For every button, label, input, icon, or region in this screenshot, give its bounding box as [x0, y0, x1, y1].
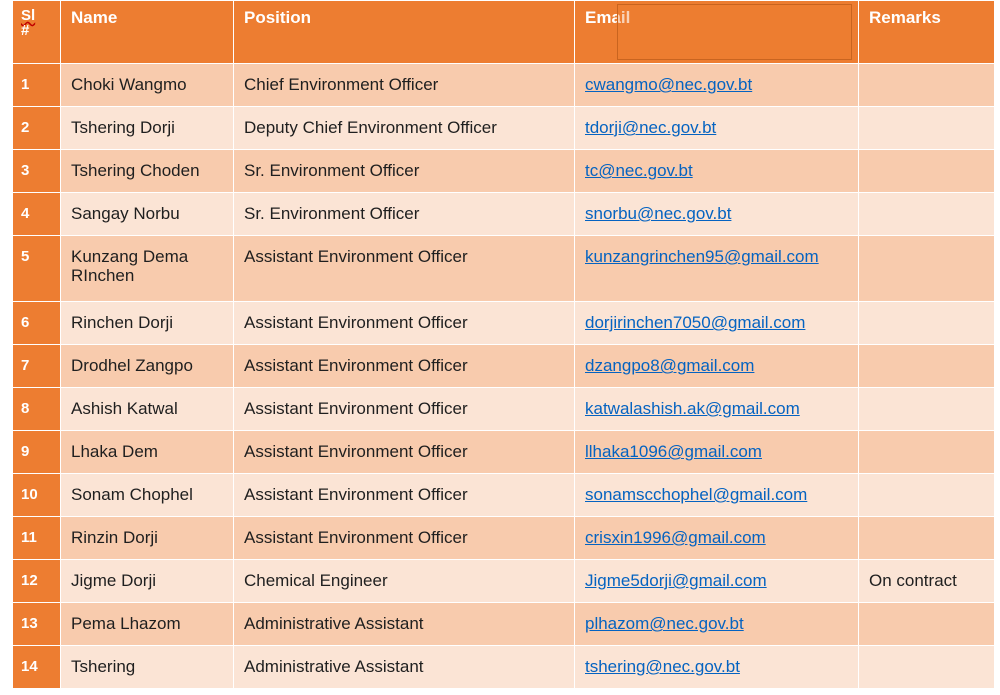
header-sl-text: Sl — [21, 7, 36, 24]
row-name: Pema Lhazom — [61, 603, 234, 646]
row-email-cell — [575, 646, 859, 689]
row-remarks: On contract — [859, 560, 995, 603]
row-position: Assistant Environment Officer — [234, 302, 575, 345]
row-sl: 13 — [13, 603, 61, 646]
row-sl: 14 — [13, 646, 61, 689]
row-remarks — [859, 345, 995, 388]
email-link[interactable]: llhaka1096@gmail.com — [585, 442, 762, 461]
email-link[interactable]: katwalashish.ak@gmail.com — [585, 399, 800, 418]
row-position: Assistant Environment Officer — [234, 517, 575, 560]
row-remarks — [859, 646, 995, 689]
header-sl — [13, 1, 61, 64]
table-row — [13, 388, 995, 431]
row-sl: 9 — [13, 431, 61, 474]
email-link[interactable]: sonamscchophel@gmail.com — [585, 485, 808, 504]
row-position: Sr. Environment Officer — [234, 193, 575, 236]
row-name: Ashish Katwal — [61, 388, 234, 431]
row-name: Sonam Chophel — [61, 474, 234, 517]
row-position: Assistant Environment Officer — [234, 345, 575, 388]
row-sl: 7 — [13, 345, 61, 388]
row-email-cell — [575, 603, 859, 646]
row-position: Assistant Environment Officer — [234, 236, 575, 302]
header-email: Email — [575, 1, 859, 64]
row-name: Sangay Norbu — [61, 193, 234, 236]
row-sl: 6 — [13, 302, 61, 345]
row-name: Lhaka Dem — [61, 431, 234, 474]
row-sl: 4 — [13, 193, 61, 236]
table-row — [13, 603, 995, 646]
row-remarks — [859, 517, 995, 560]
row-remarks — [859, 236, 995, 302]
row-sl: 3 — [13, 150, 61, 193]
row-position: Chief Environment Officer — [234, 64, 575, 107]
row-sl: 8 — [13, 388, 61, 431]
table-row — [13, 150, 995, 193]
row-name: Jigme Dorji — [61, 560, 234, 603]
row-email-cell — [575, 64, 859, 107]
row-sl: 12 — [13, 560, 61, 603]
table-row — [13, 517, 995, 560]
row-email-cell — [575, 560, 859, 603]
row-remarks — [859, 474, 995, 517]
row-email-cell — [575, 431, 859, 474]
row-position: Sr. Environment Officer — [234, 150, 575, 193]
row-email-cell — [575, 150, 859, 193]
table-row — [13, 236, 995, 302]
row-position: Assistant Environment Officer — [234, 474, 575, 517]
row-remarks — [859, 193, 995, 236]
table-row — [13, 302, 995, 345]
staff-table-container — [12, 0, 994, 689]
row-position: Deputy Chief Environment Officer — [234, 107, 575, 150]
table-row — [13, 193, 995, 236]
row-sl: 10 — [13, 474, 61, 517]
email-link[interactable]: crisxin1996@gmail.com — [585, 528, 766, 547]
row-position: Administrative Assistant — [234, 646, 575, 689]
table-row — [13, 64, 995, 107]
table-row — [13, 646, 995, 689]
row-email-cell — [575, 107, 859, 150]
table-body — [13, 64, 995, 689]
row-name: Kunzang Dema RInchen — [61, 236, 234, 302]
row-remarks — [859, 302, 995, 345]
email-link[interactable]: tc@nec.gov.bt — [585, 161, 693, 180]
row-sl: 1 — [13, 64, 61, 107]
row-position: Administrative Assistant — [234, 603, 575, 646]
email-link[interactable]: plhazom@nec.gov.bt — [585, 614, 744, 633]
header-position: Position — [234, 1, 575, 64]
row-position: Chemical Engineer — [234, 560, 575, 603]
table-row — [13, 107, 995, 150]
row-email-cell — [575, 388, 859, 431]
row-name: Tshering Choden — [61, 150, 234, 193]
row-email-cell — [575, 193, 859, 236]
row-sl: 11 — [13, 517, 61, 560]
row-remarks — [859, 603, 995, 646]
row-email-cell — [575, 236, 859, 302]
row-email-cell — [575, 302, 859, 345]
email-link[interactable]: tshering@nec.gov.bt — [585, 657, 740, 676]
row-name: Drodhel Zangpo — [61, 345, 234, 388]
email-link[interactable]: dorjirinchen7050@gmail.com — [585, 313, 806, 332]
row-position: Assistant Environment Officer — [234, 388, 575, 431]
row-remarks — [859, 64, 995, 107]
row-remarks — [859, 150, 995, 193]
row-position: Assistant Environment Officer — [234, 431, 575, 474]
table-row — [13, 560, 995, 603]
row-sl: 2 — [13, 107, 61, 150]
row-name: Tshering Dorji — [61, 107, 234, 150]
table-row — [13, 345, 995, 388]
selection-box[interactable] — [617, 4, 852, 60]
row-name: Choki Wangmo — [61, 64, 234, 107]
email-link[interactable]: dzangpo8@gmail.com — [585, 356, 755, 375]
row-name: Tshering — [61, 646, 234, 689]
header-sl-hash: # — [21, 22, 30, 39]
header-remarks: Remarks — [859, 1, 995, 64]
table-row — [13, 431, 995, 474]
row-remarks — [859, 388, 995, 431]
email-link[interactable]: kunzangrinchen95@gmail.com — [585, 247, 819, 266]
row-remarks — [859, 431, 995, 474]
row-email-cell — [575, 474, 859, 517]
row-email-cell — [575, 517, 859, 560]
table-row — [13, 474, 995, 517]
email-link[interactable]: snorbu@nec.gov.bt — [585, 204, 732, 223]
row-sl: 5 — [13, 236, 61, 302]
staff-table — [12, 0, 995, 689]
row-remarks — [859, 107, 995, 150]
row-name: Rinchen Dorji — [61, 302, 234, 345]
email-link[interactable]: Jigme5dorji@gmail.com — [585, 571, 767, 590]
row-name: Rinzin Dorji — [61, 517, 234, 560]
email-link[interactable]: tdorji@nec.gov.bt — [585, 118, 717, 137]
email-link[interactable]: cwangmo@nec.gov.bt — [585, 75, 753, 94]
row-email-cell — [575, 345, 859, 388]
header-name: Name — [61, 1, 234, 64]
